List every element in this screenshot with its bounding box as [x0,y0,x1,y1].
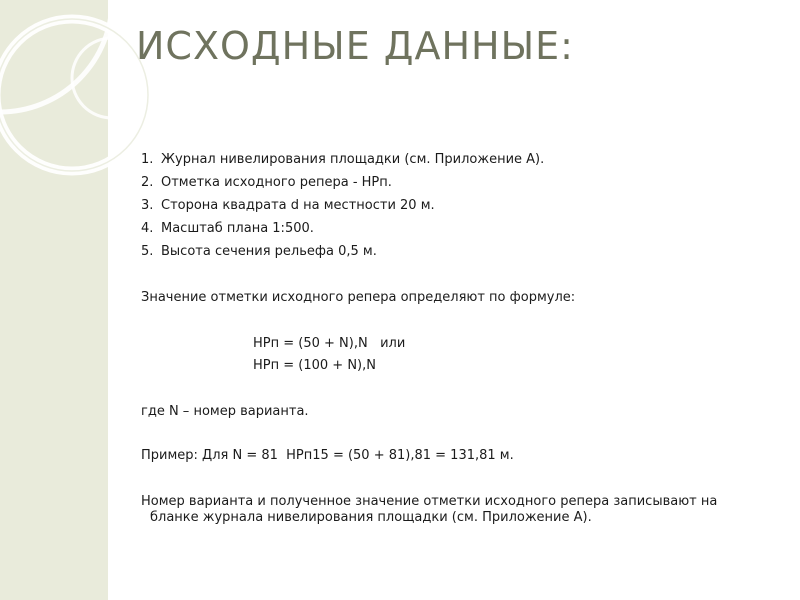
list-item-text: Высота сечения рельефа 0,5 м. [161,244,377,259]
formula-line: НРп = (50 + N),N или [253,336,406,351]
list-item-number: 5. [141,244,154,259]
list-item [141,175,392,190]
list-item-text: Журнал нивелирования площадки (см. Приложение А). [161,152,545,167]
formula-intro: Значение отметки исходного репера определяют по формуле: [141,290,576,305]
list-item-number: 1. [141,152,154,167]
where-note: где N – номер варианта. [141,404,309,419]
final-paragraph [141,494,761,526]
example-line: Пример: Для N = 81 НРп15 = (50 + 81),81 = 131,81 м. [141,448,514,463]
list-item [141,198,435,213]
list-item [141,221,314,236]
list-item-text: Сторона квадрата d на местности 20 м. [161,198,435,213]
list-item-number: 3. [141,198,154,213]
slide-title: ИСХОДНЫЕ ДАННЫЕ: [136,24,574,68]
final-paragraph-line: бланке журнала нивелирования площадки (см. Приложение А). [150,510,592,525]
list-item-number: 2. [141,175,154,190]
list-item-text: Масштаб плана 1:500. [161,221,314,236]
list-item-text: Отметка исходного репера - НРп. [161,175,392,190]
list-item [141,244,377,259]
formula-line: НРп = (100 + N),N [253,358,376,373]
list-item-number: 4. [141,221,154,236]
final-paragraph-line: Номер варианта и полученное значение отметки исходного репера записывают на [141,494,718,509]
list-item [141,152,544,167]
